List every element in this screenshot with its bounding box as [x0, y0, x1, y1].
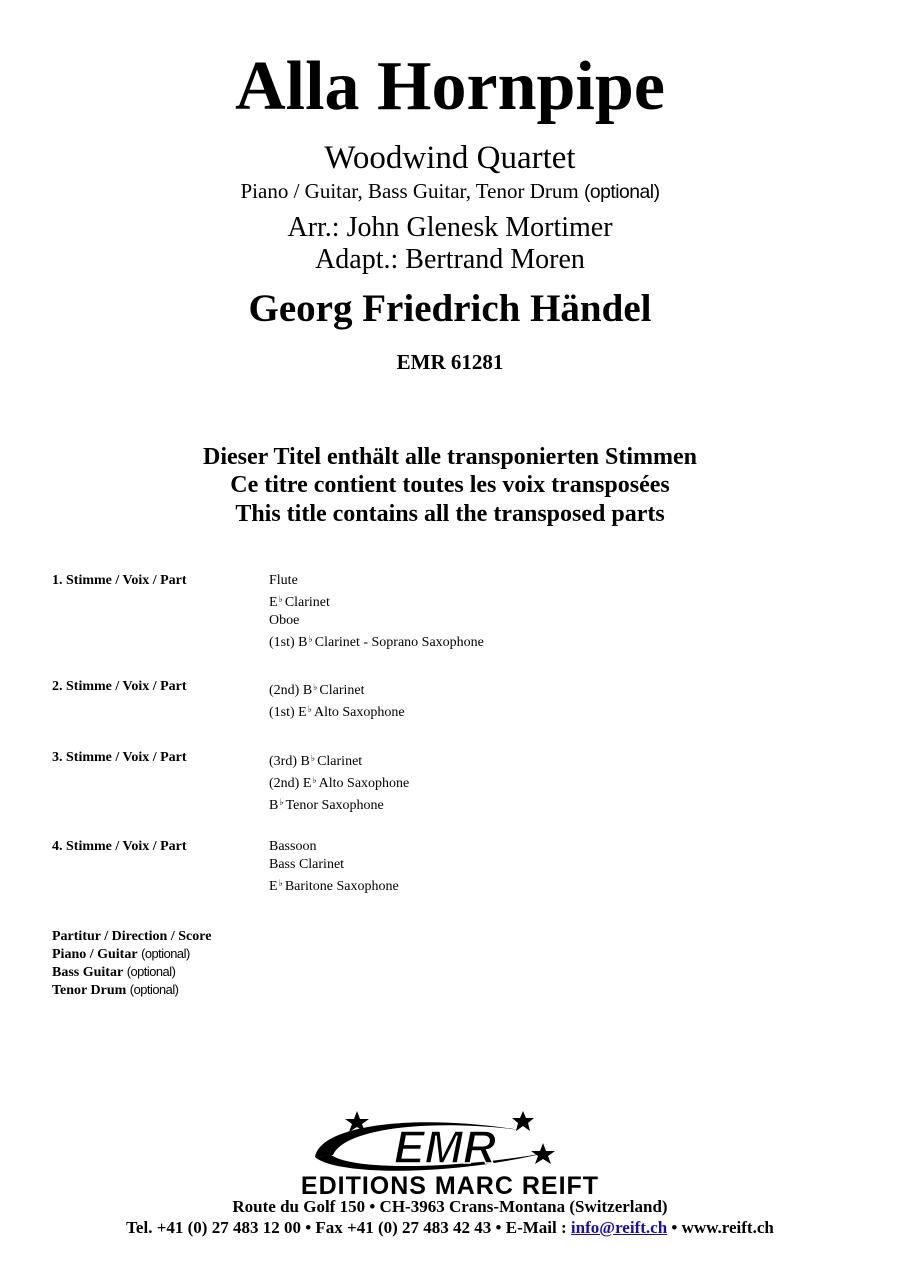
email-link[interactable]: info@reift.ch — [570, 1218, 668, 1237]
instrument-item — [269, 700, 405, 722]
part-instrument-list — [269, 838, 399, 896]
part-instrument-list — [269, 572, 484, 652]
instrument-name: Oboe — [269, 613, 300, 628]
page-title: Alla Hornpipe — [235, 48, 665, 125]
star-right-icon — [512, 1111, 534, 1131]
instrument-name: (2nd) E — [269, 776, 312, 791]
part-label: 3. Stimme / Voix / Part — [52, 750, 187, 765]
instrument-name-rest: Alto Saxophone — [318, 776, 410, 791]
notice-french: Ce titre contient toutes les voix transposées — [230, 472, 670, 498]
part-label: 4. Stimme / Voix / Part — [52, 839, 187, 854]
instrument-name: Bass Clarinet — [269, 857, 345, 872]
flat-sign: ♭ — [307, 704, 312, 714]
instrument-name: Bassoon — [269, 839, 317, 854]
instrument-name-rest: Clarinet — [319, 683, 365, 698]
instrument-item — [269, 612, 484, 630]
flat-sign: ♭ — [313, 682, 318, 692]
optional-note: (optional) — [583, 182, 660, 203]
instrument-name-rest: Alto Saxophone — [313, 705, 405, 720]
catalog-number: EMR 61281 — [396, 350, 504, 374]
logo-emr-text: EMR — [393, 1121, 497, 1173]
instrument-name: (3rd) B — [269, 754, 310, 769]
flat-sign: ♭ — [312, 775, 317, 785]
extra-part-item — [52, 963, 211, 981]
instrument-item — [269, 749, 409, 771]
adapter: Adapt.: Bertrand Moren — [315, 244, 585, 275]
part-instrument-list — [269, 678, 405, 722]
part-instrument-list — [269, 749, 409, 815]
instrument-name: (2nd) B — [269, 683, 313, 698]
publisher-logo — [0, 1105, 900, 1200]
extra-part-item — [52, 981, 211, 999]
instrument-item — [269, 572, 484, 590]
composer: Georg Friedrich Händel — [248, 287, 652, 330]
extra-part-name: Bass Guitar — [52, 965, 124, 980]
notice-english: This title contains all the transposed parts — [235, 501, 665, 527]
part-label: 2. Stimme / Voix / Part — [52, 679, 187, 694]
instrumentation-text: Piano / Guitar, Bass Guitar, Tenor Drum — [240, 179, 579, 203]
flat-sign: ♭ — [279, 797, 284, 807]
flat-sign: ♭ — [278, 878, 283, 888]
instrument-name-rest: Clarinet — [284, 595, 330, 610]
contact-website: • www.reift.ch — [667, 1218, 774, 1237]
instrument-item — [269, 874, 399, 896]
publisher-address: Route du Golf 150 • CH-3963 Crans-Montana (Switzerland) — [232, 1197, 668, 1216]
instrument-item — [269, 630, 484, 652]
instrument-name-rest: Baritone Saxophone — [284, 879, 399, 894]
flat-sign: ♭ — [308, 634, 313, 644]
instrument-name: (1st) E — [269, 705, 307, 720]
instrument-name-rest: Clarinet - Soprano Saxophone — [314, 635, 484, 650]
extra-part-name: Piano / Guitar — [52, 947, 138, 962]
instrument-item — [269, 771, 409, 793]
star-bottom-icon — [531, 1143, 555, 1164]
subtitle: Woodwind Quartet — [324, 140, 576, 176]
instrument-item — [269, 590, 484, 612]
emr-logo — [295, 1105, 605, 1200]
optional-note: (optional) — [129, 982, 179, 997]
extra-part-item — [52, 945, 211, 963]
extra-part-item — [52, 928, 211, 945]
instrument-item — [269, 838, 399, 856]
optional-note: (optional) — [141, 946, 190, 961]
instrument-name: (1st) B — [269, 635, 308, 650]
optional-note: (optional) — [126, 964, 176, 979]
instrument-name: Flute — [269, 573, 298, 588]
instrument-item — [269, 678, 405, 700]
flat-sign: ♭ — [310, 753, 316, 763]
instrument-name-rest: Clarinet — [317, 754, 363, 769]
instrument-item — [269, 856, 399, 874]
publisher-contact — [0, 1217, 900, 1239]
instrumentation — [0, 178, 900, 206]
extra-parts-list — [52, 928, 211, 999]
instrument-name: E — [269, 879, 278, 894]
instrument-name: E — [269, 595, 278, 610]
notice-german: Dieser Titel enthält alle transponierten Stimmen — [203, 444, 697, 470]
publisher-name: EDITIONS MARC REIFT — [300, 1172, 600, 1200]
extra-part-name: Partitur / Direction / Score — [52, 929, 212, 944]
instrument-item — [269, 793, 409, 815]
instrument-name: B — [269, 798, 279, 813]
arranger: Arr.: John Glenesk Mortimer — [287, 212, 613, 243]
part-label: 1. Stimme / Voix / Part — [52, 573, 187, 588]
extra-part-name: Tenor Drum — [52, 983, 127, 998]
instrument-name-rest: Tenor Saxophone — [285, 798, 384, 813]
contact-phone-fax: Tel. +41 (0) 27 483 12 00 • Fax +41 (0) 27 483 42 43 • E-Mail : — [126, 1218, 571, 1237]
flat-sign: ♭ — [278, 594, 283, 604]
